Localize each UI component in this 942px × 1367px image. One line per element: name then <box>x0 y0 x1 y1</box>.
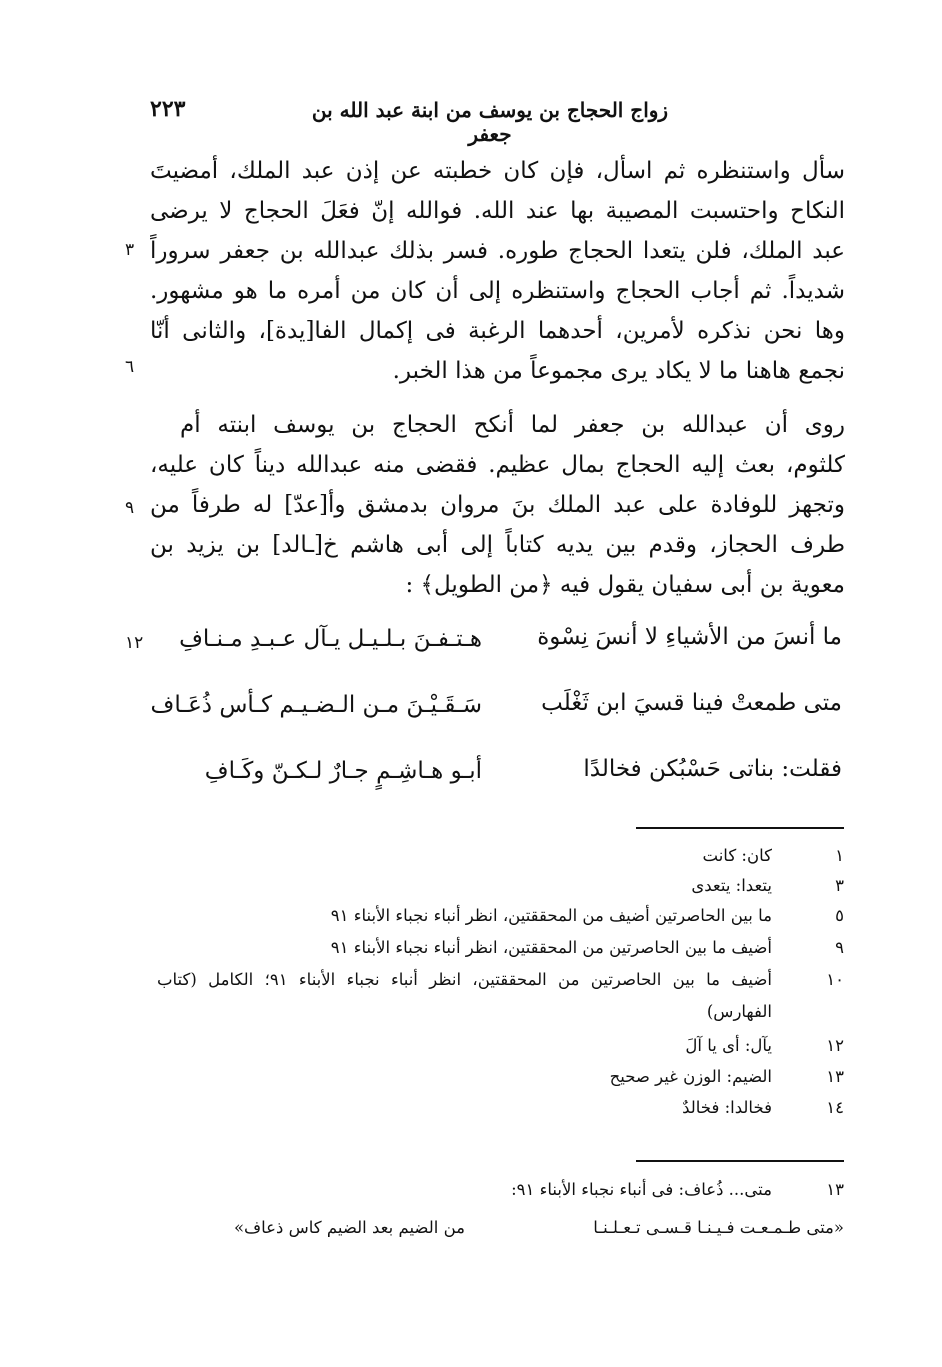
second-footnote-rule <box>636 1160 844 1162</box>
footnote-number: ٣ <box>835 876 844 895</box>
note-number: ١٣ <box>826 1180 844 1199</box>
text-line: كلثوم، بعث إليه الحجاج بمال عظيم. فقضى منه عبدالله ديناً كان عليه، <box>150 452 845 478</box>
footnote-text: الضيم: الوزن غير صحيح <box>609 1067 772 1086</box>
text-line: شديداً. ثم أجاب الحجاج واستنظره إلى أن كان من أمره ما هو مشهور. <box>150 278 845 304</box>
footnote-text: كان: كانت <box>702 846 772 865</box>
text-line: معوية بن أبى سفيان يقول فيه ﴿من الطويل﴾ : <box>405 572 845 598</box>
footnote-number: ١٤ <box>826 1098 844 1117</box>
footnote-text: أضيف ما بين الحاصرتين من المحققتين، انظر أنباء نجباء الأبناء ٩١ <box>330 938 772 957</box>
page-number: ٢٢٣ <box>150 96 186 122</box>
note-text: متى... ذُعاف: فى أنباء نجباء الأبناء ٩١: <box>511 1180 772 1199</box>
footnote-rule <box>636 827 844 829</box>
paragraph-1 <box>150 151 845 391</box>
footnote-number: ٩ <box>835 938 844 957</box>
verse-3-first-hemistich: فقلت: بناتى حَسْبُكن فخالدًا <box>583 756 842 782</box>
running-header-title: زواج الحجاج بن يوسف من ابنة عبد الله بن جعفر <box>311 98 669 146</box>
text-line: نجمع هاهنا ما لا يكاد يرى مجموعاً من هذا الخبر. <box>392 358 845 384</box>
verse-2-second-hemistich: سَـقَـيْـنَ مـن الـضـيـم كـأس ذُعَـاف <box>150 692 482 718</box>
note-verse-first: «متى طـمـعـت فـيـنـا قـسـى تـعـلـنـا <box>593 1218 844 1237</box>
footnote-text: يتعدا: يتعدى <box>691 876 772 895</box>
paragraph-2 <box>150 445 845 605</box>
text-line: النكاح واحتسبت المصيبة بها عند الله. فوالله إنّ فعَلَ الحجاج لا يرضى <box>150 198 845 224</box>
verse-2-first-hemistich: متى طمعتْ فينا قسيَ ابن ثَغْلَب <box>541 690 842 716</box>
footnote-number: ١٠ <box>826 970 844 989</box>
verse-3-second-hemistich: أبـو هـاشِـمٍ جـارٌ لـكـنّ وكَـافِ <box>204 758 482 784</box>
line-number-3: ٣ <box>125 240 135 260</box>
paragraph-2-first-line <box>180 405 845 445</box>
footnote-number: ١٣ <box>826 1067 844 1086</box>
text-line: طرف الحجاز، وقدم بين يديه كتاباً إلى أبى هاشم خ[ـالد] بن يزيد بن <box>150 532 845 558</box>
footnote-number: ٥ <box>835 906 844 925</box>
text-line: عبد الملك، فلن يتعدا الحجاج طوره. فسر بذلك عبدالله بن جعفر سروراً <box>150 238 845 264</box>
text-line: وها نحن نذكره لأمرين، أحدهما الرغبة فى إكمال الفا[يدة]، والثانى أنّا <box>150 318 845 344</box>
line-number-9: ٩ <box>125 498 135 518</box>
line-number-12: ١٢ <box>125 633 144 653</box>
text-line: روى أن عبدالله بن جعفر لما أنكح الحجاج بن يوسف ابنته أم <box>180 412 845 438</box>
verse-1-first-hemistich: ما أنسَ من الأشياءِ لا أنسَ نِسْوة <box>537 624 842 650</box>
note-verse-second: من الضيم بعد الضيم كاس ذعاف» <box>233 1218 465 1237</box>
text-line: سأل واستنظره ثم اسأل، فإن كان خطبته عن إذن عبد الملك، أمضيتَ <box>150 158 845 184</box>
text-line: وتجهز للوفادة على عبد الملك بنَ مروان بدمشق وأ[عدّ] له طرفاً من <box>150 492 845 518</box>
footnote-text: فخالدا: فخالدٌ <box>682 1098 772 1117</box>
line-number-6: ٦ <box>125 357 135 377</box>
verse-1-second-hemistich: هـتـفـنَ بـلـيـل يـآل عـبـدِ مـنـافِ <box>179 626 482 652</box>
footnote-text-continuation: الفهارس) <box>706 1002 772 1021</box>
footnote-text: ما بين الحاصرتين أضيف من المحققتين، انظر أنباء نجباء الأبناء ٩١ <box>330 906 772 925</box>
footnote-number: ١ <box>835 846 844 865</box>
footnote-text: يآل: أى يا آلَ <box>685 1036 772 1055</box>
footnote-text: أضيف ما بين الحاصرتين من المحققتين، انظر أنباء نجباء الأبناء ٩١؛ الكامل (كتاب <box>157 970 772 989</box>
footnote-number: ١٢ <box>826 1036 844 1055</box>
